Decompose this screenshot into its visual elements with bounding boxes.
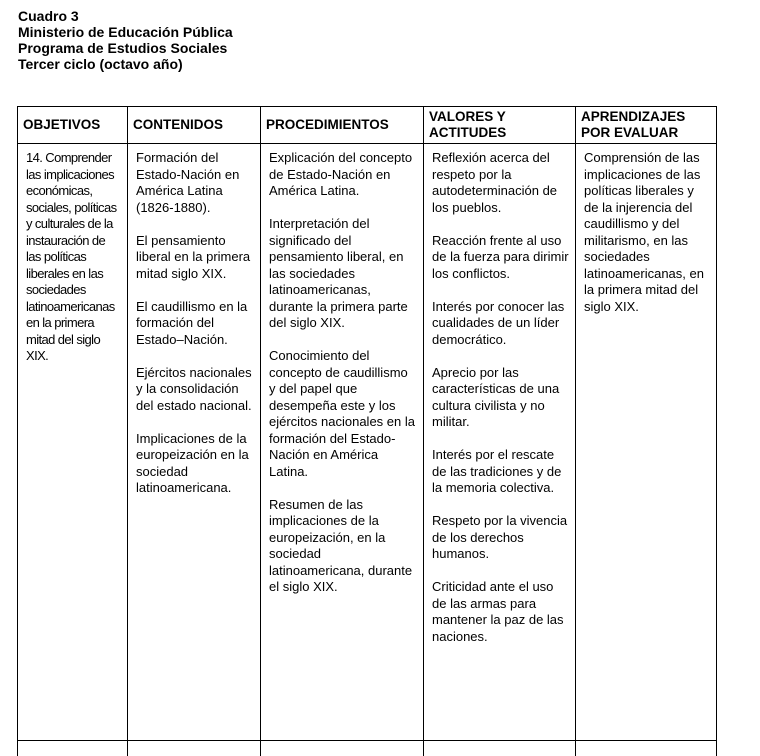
cell-procedimientos bbox=[261, 144, 424, 741]
doc-header-line-ciclo: Tercer ciclo (octavo año) bbox=[18, 56, 183, 72]
valores-paragraph: Reacción frente al uso de la fuerza para dirimir los conflictos. bbox=[432, 232, 569, 281]
objetivos-paragraph: 14. Comprender las implicaciones económicas, sociales, políticas y culturales de la instauración de las políticas liberales en las sociedades latinoamericanas en la primera mitad del siglo XIX. bbox=[26, 150, 117, 363]
contenidos-paragraph: El pensamiento liberal en la primera mitad siglo XIX. bbox=[136, 232, 251, 281]
doc-header-line-cuadro: Cuadro 3 bbox=[18, 8, 79, 24]
partial-cell bbox=[261, 741, 424, 756]
partial-cell bbox=[576, 741, 717, 756]
document-header bbox=[18, 8, 233, 72]
procedimientos-paragraph: Interpretación del significado del pensamiento liberal, en las sociedades latinoamericanas, durante la primera parte del siglo XIX. bbox=[269, 216, 408, 330]
contenidos-paragraph: El caudillismo en la formación del Estado–Nación. bbox=[136, 298, 248, 347]
doc-header-line-ministerio: Ministerio de Educación Pública bbox=[18, 24, 233, 40]
cell-valores-actitudes bbox=[424, 144, 576, 741]
col-header-objetivos: OBJETIVOS bbox=[18, 107, 128, 144]
next-row-partial bbox=[18, 741, 717, 756]
cell-contenidos bbox=[128, 144, 261, 741]
procedimientos-paragraph: Resumen de las implicaciones de la europeización, en la sociedad latinoamericana, durante el siglo XIX. bbox=[269, 496, 413, 594]
cell-objetivos bbox=[18, 144, 128, 741]
valores-paragraph: Reflexión acerca del respeto por la autodeterminación de los pueblos. bbox=[432, 150, 558, 215]
partial-cell bbox=[128, 741, 261, 756]
valores-paragraph: Respeto por la vivencia de los derechos humanos. bbox=[432, 513, 568, 561]
table-header-row bbox=[18, 107, 717, 144]
aprendizajes-paragraph: Comprensión de las implicaciones de las políticas liberales y de la injerencia del caudillismo y del militarismo, en las sociedades latinoamericanas, en la primera mitad del siglo XIX. bbox=[584, 150, 704, 314]
procedimientos-paragraph: Conocimiento del concepto de caudillismo y del papel que desempeña este y los ejércitos nacionales en la formación del Estado-Nación en América Latina. bbox=[269, 348, 415, 479]
valores-paragraph: Criticidad ante el uso de las armas para mantener la paz de las naciones. bbox=[432, 579, 564, 644]
doc-header-line-programa: Programa de Estudios Sociales bbox=[18, 40, 228, 56]
contenidos-paragraph: Implicaciones de la europeización en la sociedad latinoamericana. bbox=[136, 430, 249, 495]
contenidos-paragraph: Ejércitos nacionales y la consolidación del estado nacional. bbox=[136, 364, 252, 413]
valores-paragraph: Aprecio por las características de una cultura civilista y no militar. bbox=[432, 364, 560, 429]
procedimientos-paragraph: Explicación del concepto de Estado-Nación en América Latina. bbox=[269, 150, 413, 198]
col-header-procedimientos: PROCEDIMIENTOS bbox=[261, 107, 424, 144]
col-header-valores-actitudes: VALORES Y ACTITUDES bbox=[424, 107, 576, 144]
col-header-contenidos: CONTENIDOS bbox=[128, 107, 261, 144]
col-header-aprendizajes: APRENDIZAJES POR EVALUAR bbox=[576, 107, 717, 144]
contenidos-paragraph: Formación del Estado-Nación en América Latina (1826-1880). bbox=[136, 150, 240, 215]
table-body-row bbox=[18, 144, 717, 741]
cell-aprendizajes bbox=[576, 144, 717, 741]
curriculum-table bbox=[17, 106, 717, 756]
partial-cell bbox=[18, 741, 128, 756]
partial-cell bbox=[424, 741, 576, 756]
valores-paragraph: Interés por el rescate de las tradiciones y de la memoria colectiva. bbox=[432, 447, 562, 495]
valores-paragraph: Interés por conocer las cualidades de un líder democrático. bbox=[432, 298, 565, 347]
